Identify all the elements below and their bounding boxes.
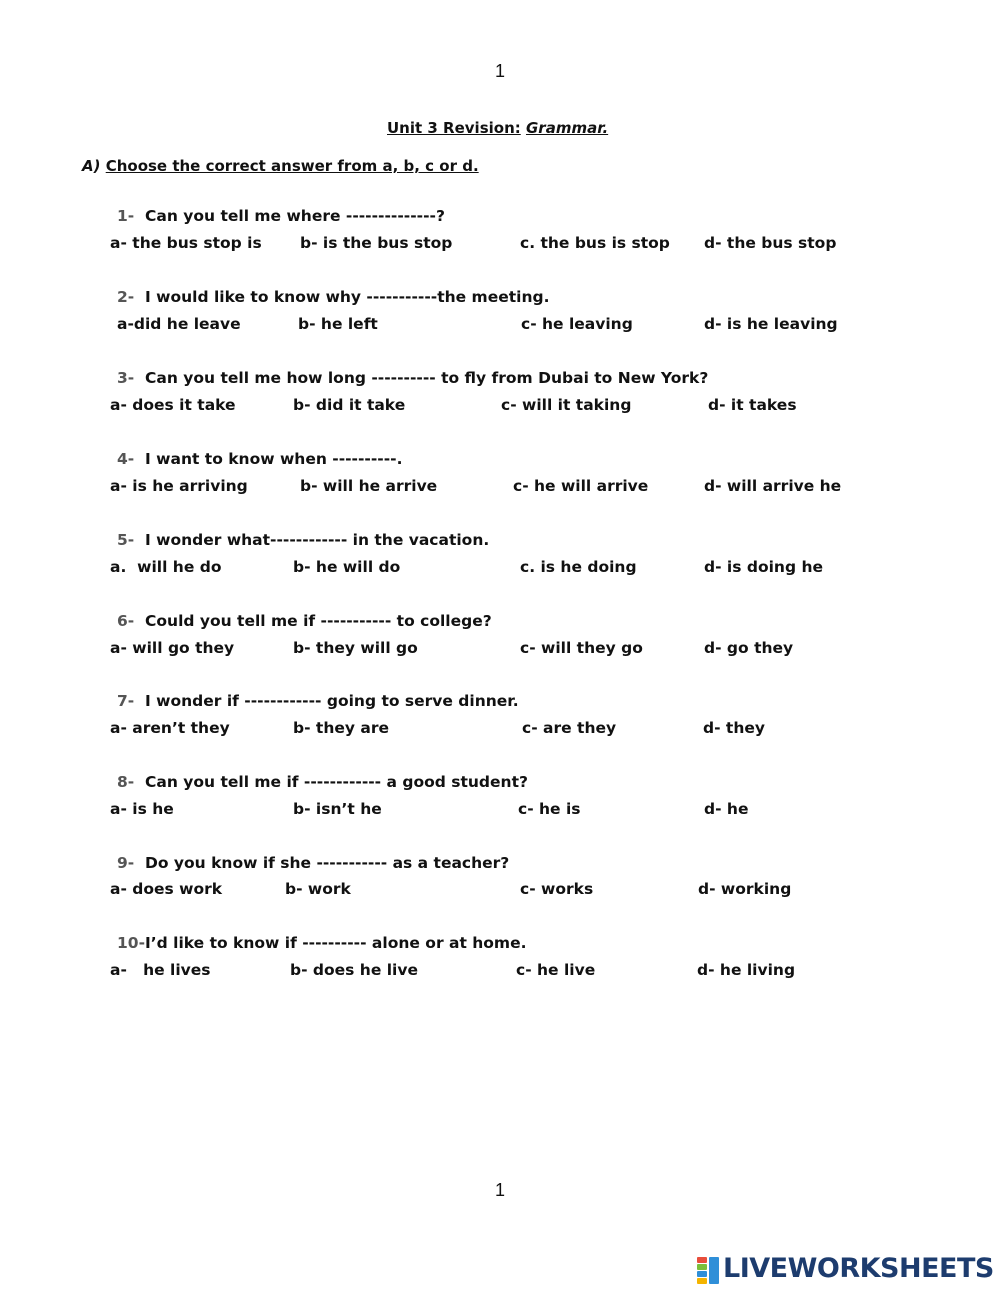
option-c[interactable]: c- will it taking xyxy=(501,396,632,414)
option-d[interactable]: d- the bus stop xyxy=(704,234,837,252)
option-c[interactable]: c- he live xyxy=(516,961,596,979)
option-c[interactable]: c. is he doing xyxy=(520,558,637,576)
option-c[interactable]: c- he will arrive xyxy=(513,477,649,495)
option-b[interactable]: b- will he arrive xyxy=(300,477,438,495)
option-b[interactable]: b- he left xyxy=(298,315,378,333)
option-b[interactable]: b- they will go xyxy=(293,639,418,657)
logo-text: LIVEWORKSHEETS xyxy=(723,1253,994,1284)
option-a[interactable]: a- does work xyxy=(110,880,223,898)
question-number: 5- xyxy=(117,531,135,549)
question-number: 6- xyxy=(117,612,135,630)
question-text: Can you tell me if ------------ a good student? xyxy=(145,773,528,791)
option-a[interactable]: a-did he leave xyxy=(117,315,241,333)
option-d[interactable]: d- he xyxy=(704,800,749,818)
question-number: 9- xyxy=(117,854,135,872)
option-c[interactable]: c- he is xyxy=(518,800,581,818)
question-text: Could you tell me if ----------- to college? xyxy=(145,612,492,630)
option-a[interactable]: a- he lives xyxy=(110,961,211,979)
option-d[interactable]: d- it takes xyxy=(708,396,797,414)
option-b[interactable]: b- is the bus stop xyxy=(300,234,453,252)
question-text: I’d like to know if ---------- alone or at home. xyxy=(145,934,527,952)
option-b[interactable]: b- does he live xyxy=(290,961,418,979)
logo-mark-icon xyxy=(697,1257,719,1284)
question-text: I want to know when ----------. xyxy=(145,450,403,468)
question-text: Can you tell me where --------------? xyxy=(145,207,445,225)
option-c[interactable]: c. the bus is stop xyxy=(520,234,670,252)
question-number: 3- xyxy=(117,369,135,387)
option-d[interactable]: d- they xyxy=(703,719,765,737)
liveworksheets-logo xyxy=(697,1255,995,1285)
page-title xyxy=(387,119,608,137)
option-c[interactable]: c- he leaving xyxy=(521,315,633,333)
option-c[interactable]: c- will they go xyxy=(520,639,643,657)
option-a[interactable]: a. will he do xyxy=(110,558,222,576)
question-text: I would like to know why -----------the meeting. xyxy=(145,288,550,306)
option-a[interactable]: a- the bus stop is xyxy=(110,234,262,252)
option-d[interactable]: d- he living xyxy=(697,961,796,979)
question-text: I wonder what------------ in the vacation. xyxy=(145,531,490,549)
page-title-topic: Grammar. xyxy=(525,119,609,137)
option-b[interactable]: b- work xyxy=(285,880,351,898)
question-number: 10- xyxy=(117,934,146,952)
section-heading xyxy=(82,157,479,175)
option-a[interactable]: a- is he xyxy=(110,800,174,818)
option-b[interactable]: b- they are xyxy=(293,719,389,737)
question-number: 7- xyxy=(117,692,135,710)
section-instruction: Choose the correct answer from a, b, c or d. xyxy=(105,157,479,175)
question-text: Can you tell me how long ---------- to fly from Dubai to New York? xyxy=(145,369,709,387)
option-a[interactable]: a- will go they xyxy=(110,639,235,657)
option-b[interactable]: b- he will do xyxy=(293,558,401,576)
option-c[interactable]: c- works xyxy=(520,880,594,898)
question-number: 1- xyxy=(117,207,135,225)
question-text: I wonder if ------------ going to serve dinner. xyxy=(145,692,519,710)
question-text: Do you know if she ----------- as a teacher? xyxy=(145,854,510,872)
page-number-top: 1 xyxy=(495,61,506,81)
option-b[interactable]: b- did it take xyxy=(293,396,406,414)
option-b[interactable]: b- isn’t he xyxy=(293,800,382,818)
option-d[interactable]: d- is he leaving xyxy=(704,315,838,333)
section-label: A) xyxy=(82,157,101,175)
page-title-unit: Unit 3 Revision: xyxy=(387,119,521,137)
option-c[interactable]: c- are they xyxy=(522,719,617,737)
option-a[interactable]: a- aren’t they xyxy=(110,719,230,737)
option-d[interactable]: d- will arrive he xyxy=(704,477,842,495)
question-number: 4- xyxy=(117,450,135,468)
option-d[interactable]: d- working xyxy=(698,880,792,898)
option-a[interactable]: a- is he arriving xyxy=(110,477,248,495)
question-number: 2- xyxy=(117,288,135,306)
option-d[interactable]: d- is doing he xyxy=(704,558,823,576)
question-number: 8- xyxy=(117,773,135,791)
option-a[interactable]: a- does it take xyxy=(110,396,236,414)
option-d[interactable]: d- go they xyxy=(704,639,794,657)
page-number-bottom: 1 xyxy=(495,1180,506,1200)
